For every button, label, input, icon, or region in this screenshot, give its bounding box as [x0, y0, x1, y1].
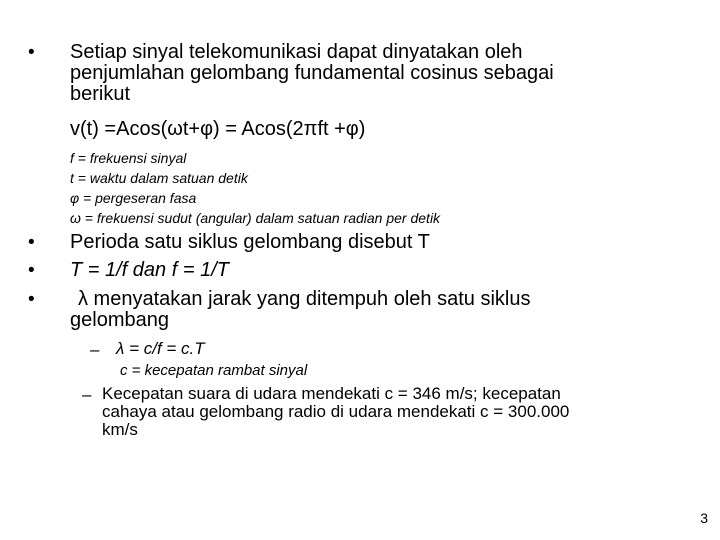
speed-line-3: km/s: [102, 420, 138, 439]
speed-text: [102, 385, 569, 439]
formula: v(t) =Acos(ωt+φ) = Acos(2πft +φ): [70, 118, 366, 140]
lambda-note: c = kecepatan rambat sinyal: [120, 362, 308, 379]
speed-line-1: Kecepatan suara di udara mendekati c = 346 m/s; kecepatan: [102, 384, 561, 403]
dash-marker: –: [90, 340, 100, 359]
bullet-4-line-1: λ menyatakan jarak yang ditempuh oleh satu siklus: [78, 288, 531, 310]
bullet-3-text: T = 1/f dan f = 1/T: [70, 259, 229, 281]
definition-f: f = frekuensi sinyal: [70, 150, 187, 166]
page-number: 3: [700, 510, 708, 526]
bullet-4-line-2: gelombang: [70, 309, 169, 331]
bullet-1-text: [70, 42, 690, 105]
bullet-marker: •: [28, 289, 35, 310]
bullet-4-text: [70, 289, 690, 331]
definition-phi: φ = pergeseran fasa: [70, 190, 197, 206]
bullet-1-line-3: berikut: [70, 83, 131, 105]
definition-t: t = waktu dalam satuan detik: [70, 170, 248, 186]
bullet-2-text: Perioda satu siklus gelombang disebut T: [70, 231, 430, 253]
bullet-1-line-1: Setiap sinyal telekomunikasi dapat dinyatakan oleh: [70, 41, 523, 63]
dash-marker: –: [82, 385, 92, 404]
bullet-marker: •: [28, 260, 35, 281]
definition-omega: ω = frekuensi sudut (angular) dalam satuan radian per detik: [70, 210, 441, 226]
lambda-formula: λ = c/f = c.T: [116, 339, 205, 358]
bullet-1-line-2: penjumlahan gelombang fundamental cosinus sebagai: [70, 62, 554, 84]
bullet-marker: •: [28, 42, 35, 63]
speed-line-2: cahaya atau gelombang radio di udara mendekati c = 300.000: [102, 402, 570, 421]
bullet-marker: •: [28, 232, 35, 253]
